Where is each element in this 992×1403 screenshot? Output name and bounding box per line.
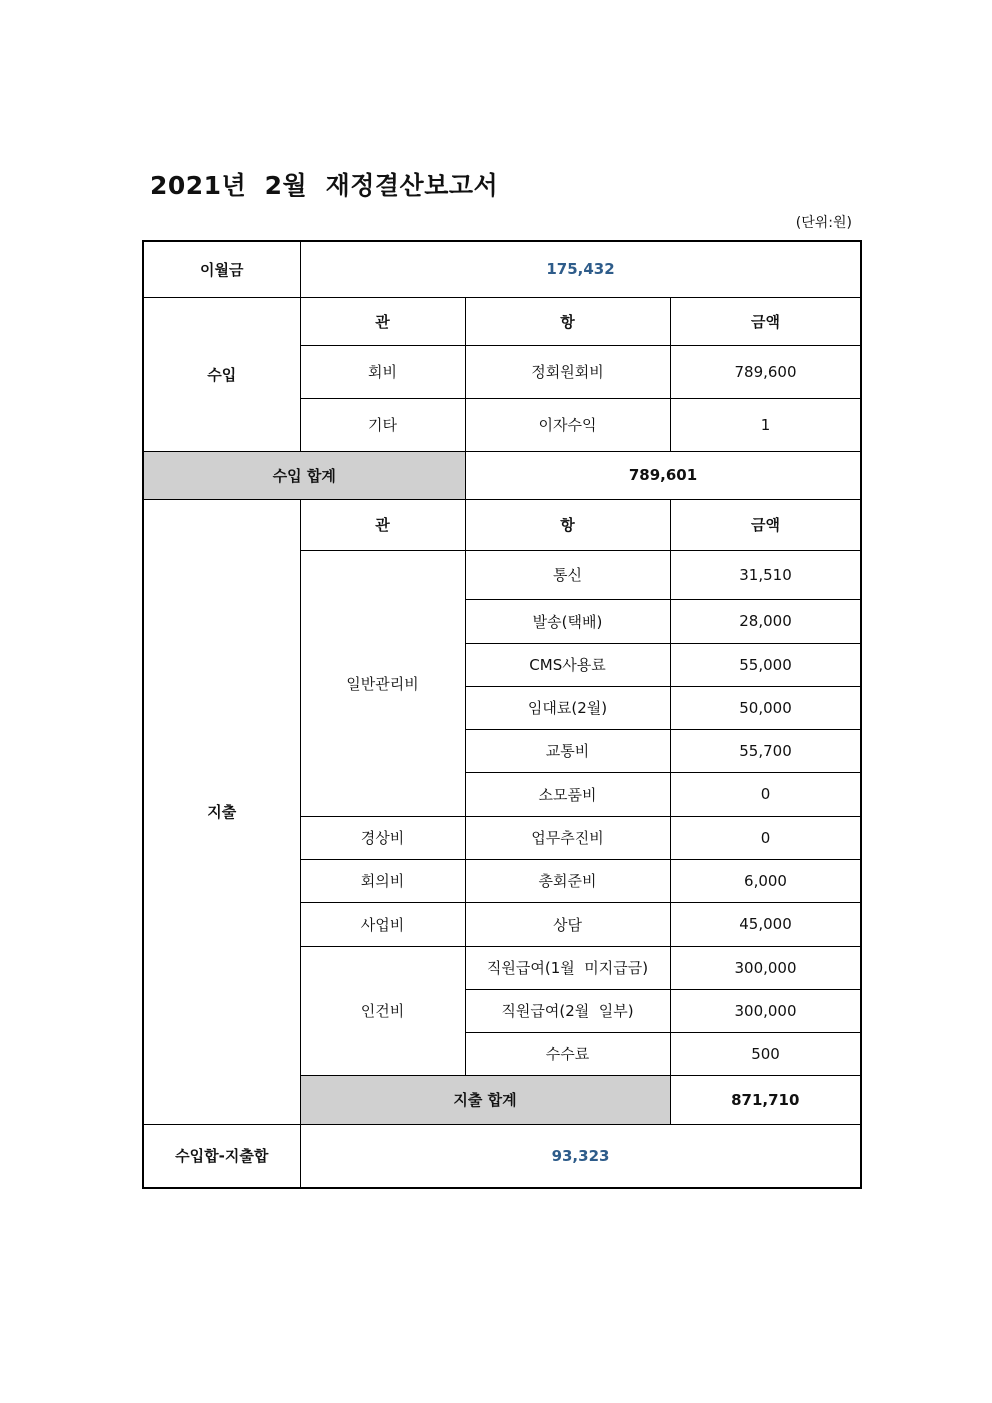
balance-row <box>143 1124 861 1188</box>
income-total-label: 수입 합계 <box>143 451 465 499</box>
expense-gwan: 일반관리비 <box>300 550 465 816</box>
expense-hang: CMS사용료 <box>465 643 670 686</box>
carryover-row <box>143 241 861 297</box>
unit-label: (단위:원) <box>795 215 852 231</box>
income-gwan: 회비 <box>300 345 465 398</box>
expense-label: 지출 <box>143 499 300 1124</box>
expense-gwan: 경상비 <box>300 816 465 859</box>
expense-hang: 발송(택배) <box>465 599 670 643</box>
expense-amount: 300,000 <box>670 946 861 989</box>
expense-gwan: 사업비 <box>300 902 465 946</box>
expense-amount: 0 <box>670 772 861 816</box>
expense-hang: 상담 <box>465 902 670 946</box>
expense-header-gwan: 관 <box>300 499 465 550</box>
carryover-label: 이월금 <box>143 241 300 297</box>
expense-gwan: 회의비 <box>300 859 465 902</box>
expense-hang: 업무추진비 <box>465 816 670 859</box>
expense-amount: 0 <box>670 816 861 859</box>
expense-header-row <box>143 499 861 550</box>
expense-amount: 45,000 <box>670 902 861 946</box>
income-header-row <box>143 297 861 345</box>
expense-amount: 6,000 <box>670 859 861 902</box>
expense-amount: 500 <box>670 1032 861 1075</box>
expense-hang: 직원급여(2월 일부) <box>465 989 670 1032</box>
expense-hang: 임대료(2월) <box>465 686 670 729</box>
income-amount: 1 <box>670 398 861 451</box>
income-header-hang: 항 <box>465 297 670 345</box>
expense-total-label: 지출 합계 <box>300 1075 670 1124</box>
expense-amount: 31,510 <box>670 550 861 599</box>
expense-amount: 28,000 <box>670 599 861 643</box>
finance-report-table <box>142 240 862 1189</box>
expense-hang: 총회준비 <box>465 859 670 902</box>
balance-label: 수입합-지출합 <box>143 1124 300 1188</box>
expense-hang: 직원급여(1월 미지급금) <box>465 946 670 989</box>
expense-hang: 통신 <box>465 550 670 599</box>
balance-value: 93,323 <box>300 1124 861 1188</box>
income-hang: 정회원회비 <box>465 345 670 398</box>
income-label: 수입 <box>143 297 300 451</box>
income-hang: 이자수익 <box>465 398 670 451</box>
expense-gwan: 인건비 <box>300 946 465 1075</box>
carryover-value: 175,432 <box>300 241 861 297</box>
expense-amount: 55,700 <box>670 729 861 772</box>
report-title: 2021년 2월 재정결산보고서 <box>150 171 499 200</box>
income-total-row <box>143 451 861 499</box>
expense-hang: 소모품비 <box>465 772 670 816</box>
expense-amount: 300,000 <box>670 989 861 1032</box>
expense-amount: 50,000 <box>670 686 861 729</box>
expense-total-value: 871,710 <box>670 1075 861 1124</box>
income-gwan: 기타 <box>300 398 465 451</box>
expense-header-amount: 금액 <box>670 499 861 550</box>
income-amount: 789,600 <box>670 345 861 398</box>
income-header-amount: 금액 <box>670 297 861 345</box>
expense-amount: 55,000 <box>670 643 861 686</box>
expense-hang: 수수료 <box>465 1032 670 1075</box>
expense-header-hang: 항 <box>465 499 670 550</box>
income-header-gwan: 관 <box>300 297 465 345</box>
expense-hang: 교통비 <box>465 729 670 772</box>
income-total-value: 789,601 <box>465 451 861 499</box>
